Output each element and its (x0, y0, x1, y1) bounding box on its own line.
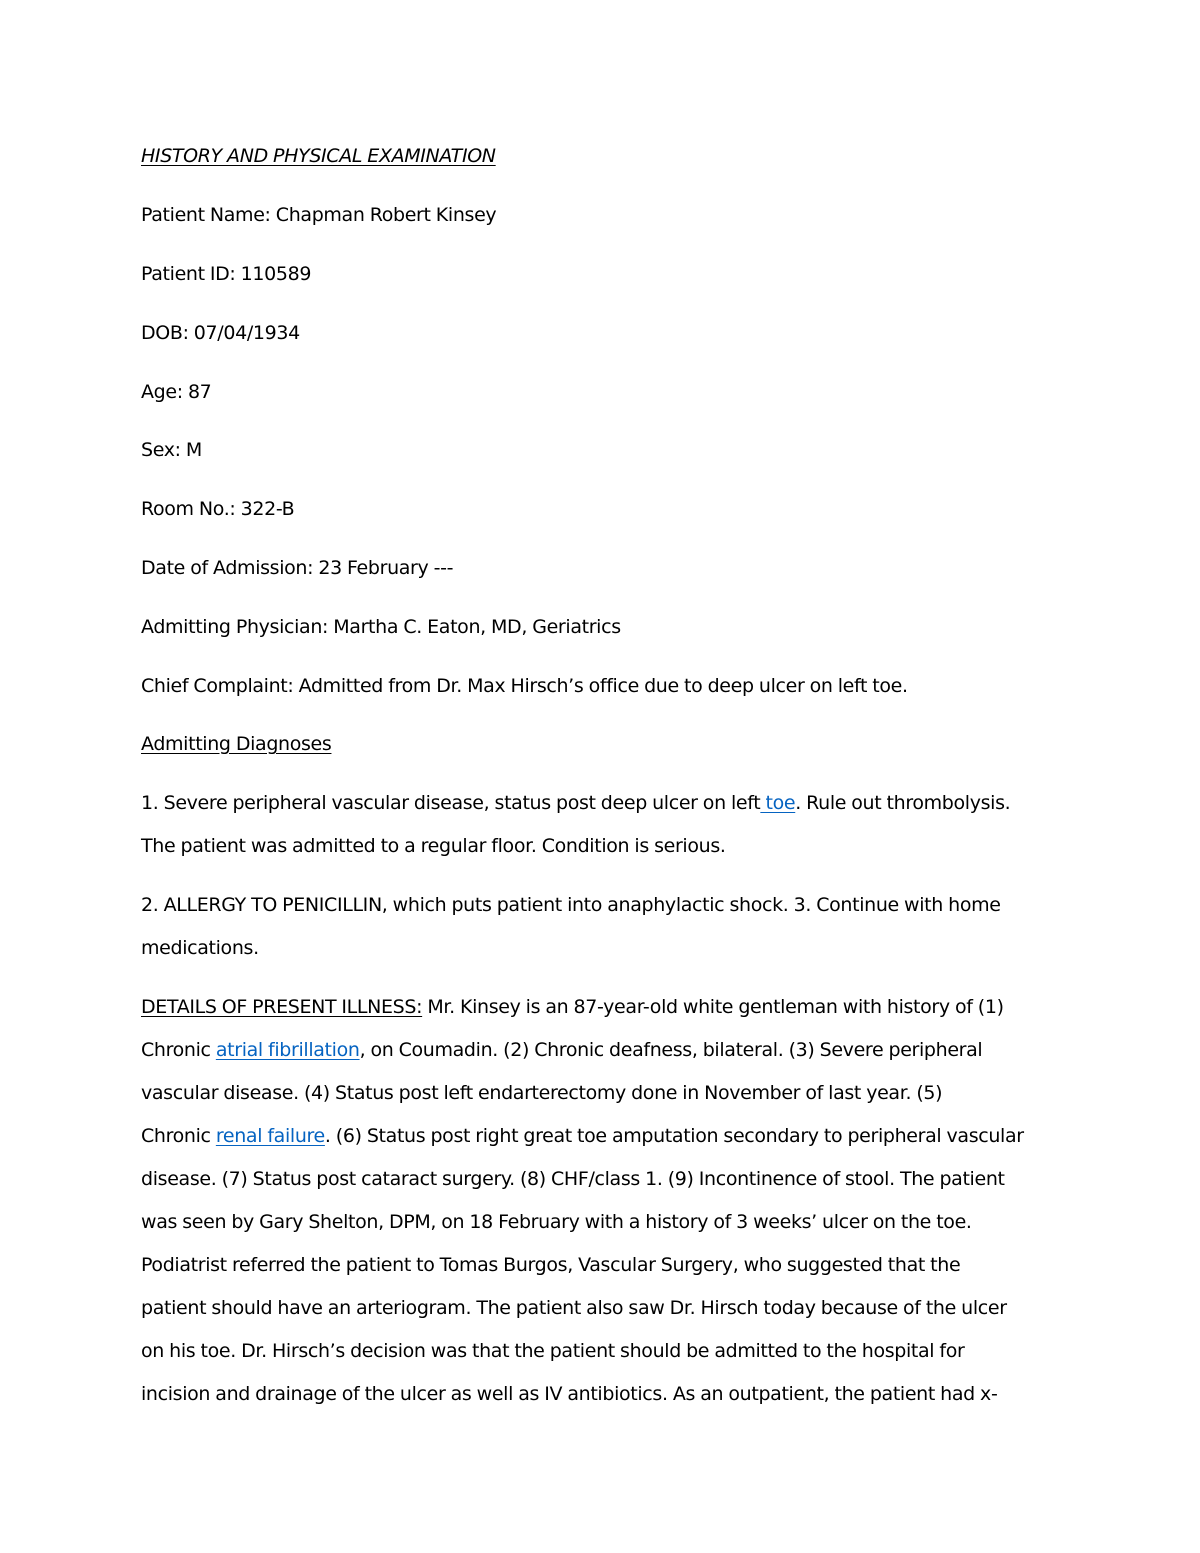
present-illness-line-6: was seen by Gary Shelton, DPM, on 18 February with a history of 3 weeks’ ulcer on the toe. (141, 1211, 972, 1233)
present-illness-line-5: disease. (7) Status post cataract surgery. (8) CHF/class 1. (9) Incontinence of stool. The patient (141, 1168, 1005, 1190)
chief-complaint-field: Chief Complaint: Admitted from Dr. Max Hirsch’s office due to deep ulcer on left toe. (141, 675, 908, 697)
present-illness-text: Chronic (141, 1039, 216, 1061)
document-title: HISTORY AND PHYSICAL EXAMINATION (141, 145, 496, 167)
present-illness-line-2 (141, 1038, 982, 1062)
sex-field: Sex: M (141, 439, 202, 461)
age-field: Age: 87 (141, 381, 212, 403)
present-illness-line-4 (141, 1124, 1024, 1148)
admitting-physician-field: Admitting Physician: Martha C. Eaton, MD, Geriatrics (141, 616, 621, 638)
present-illness-line-8: patient should have an arteriogram. The patient also saw Dr. Hirsch today because of the ulcer (141, 1297, 1007, 1319)
dob-field: DOB: 07/04/1934 (141, 322, 300, 344)
present-illness-text: , on Coumadin. (2) Chronic deafness, bilateral. (3) Severe peripheral (359, 1039, 983, 1061)
room-number-field: Room No.: 322-B (141, 498, 295, 520)
present-illness-line-7: Podiatrist referred the patient to Tomas Burgos, Vascular Surgery, who suggested that the (141, 1254, 961, 1276)
admission-date-field: Date of Admission: 23 February --- (141, 557, 454, 579)
present-illness-line-9: on his toe. Dr. Hirsch’s decision was that the patient should be admitted to the hospital for (141, 1340, 965, 1362)
admitting-diagnoses-heading: Admitting Diagnoses (141, 733, 332, 755)
present-illness-line-10: incision and drainage of the ulcer as well as IV antibiotics. As an outpatient, the patient had x- (141, 1383, 998, 1405)
renal-failure-link[interactable]: renal failure (215, 1125, 325, 1147)
toe-link[interactable]: toe (760, 792, 796, 814)
present-illness-text: . (6) Status post right great toe amputation secondary to peripheral vascular (324, 1125, 1024, 1147)
diagnosis-1-text-end: . Rule out thrombolysis. (795, 792, 1011, 814)
present-illness-line-3: vascular disease. (4) Status post left endarterectomy done in November of last year. (5) (141, 1082, 943, 1104)
diagnosis-2-line-2: medications. (141, 937, 259, 959)
diagnosis-1-line-1 (141, 791, 1010, 815)
diagnosis-2-line-1: 2. ALLERGY TO PENICILLIN, which puts patient into anaphylactic shock. 3. Continue with home (141, 894, 1001, 916)
atrial-fibrillation-link[interactable]: atrial fibrillation (215, 1039, 360, 1061)
present-illness-text: Chronic (141, 1125, 216, 1147)
present-illness-text: Mr. Kinsey is an 87-year-old white gentleman with history of (1) (422, 996, 1004, 1018)
present-illness-heading: DETAILS OF PRESENT ILLNESS: (141, 996, 423, 1018)
diagnosis-1-text: 1. Severe peripheral vascular disease, status post deep ulcer on left (141, 792, 761, 814)
patient-name-field: Patient Name: Chapman Robert Kinsey (141, 204, 497, 226)
patient-id-field: Patient ID: 110589 (141, 263, 312, 285)
diagnosis-1-line-2: The patient was admitted to a regular floor. Condition is serious. (141, 835, 726, 857)
present-illness-line-1 (141, 995, 1004, 1019)
